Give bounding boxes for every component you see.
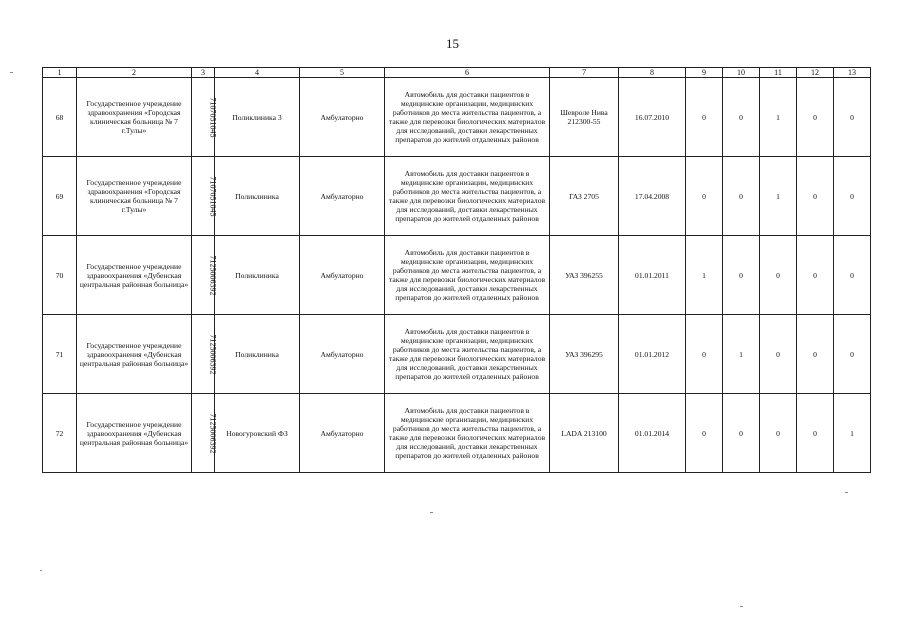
column-header: 4 [215, 68, 300, 78]
count-col-10: 1 [723, 315, 760, 394]
column-header: 2 [77, 68, 192, 78]
row-number: 70 [43, 236, 77, 315]
count-col-10: 0 [723, 78, 760, 157]
scan-speck [430, 512, 433, 513]
organization-name: Государственное учреждение здравоохранения «Городская клиническая больница № 7 г.Тулы» [77, 157, 192, 236]
count-col-11: 1 [760, 78, 797, 157]
vehicle-model: LADA 213100 [550, 394, 619, 473]
column-header: 10 [723, 68, 760, 78]
count-col-11: 1 [760, 157, 797, 236]
vehicle-model: Шевроле Нива 212300-55 [550, 78, 619, 157]
table-row [43, 157, 871, 236]
count-col-13: 0 [834, 157, 871, 236]
vehicle-date: 16.07.2010 [619, 78, 686, 157]
vehicle-purpose: Автомобиль для доставки пациентов в медицинские организации, медицинских работников до места жительства пациентов, а также для перевозки биологических материалов для исследований, доставки лекарственных препаратов до жителей отдаленных районов [385, 236, 550, 315]
care-type: Амбулаторно [300, 315, 385, 394]
row-number: 68 [43, 78, 77, 157]
scan-speck [40, 570, 42, 571]
inn-value: 7125006392 [208, 413, 218, 453]
row-number: 69 [43, 157, 77, 236]
inn-cell [192, 315, 218, 394]
count-col-9: 0 [686, 315, 723, 394]
inn-value: 7107051045 [208, 176, 218, 216]
organization-name: Государственное учреждение здравоохранения «Дубенская центральная районная больница» [77, 236, 192, 315]
vehicle-date: 01.01.2011 [619, 236, 686, 315]
count-col-10: 0 [723, 157, 760, 236]
count-col-9: 1 [686, 236, 723, 315]
table-row [43, 236, 871, 315]
scan-speck [740, 606, 743, 607]
vehicle-table [42, 67, 871, 473]
vehicle-purpose: Автомобиль для доставки пациентов в медицинские организации, медицинских работников до места жительства пациентов, а также для перевозки биологических материалов для исследований, доставки лекарственных препаратов до жителей отдаленных районов [385, 157, 550, 236]
vehicle-purpose: Автомобиль для доставки пациентов в медицинские организации, медицинских работников до места жительства пациентов, а также для перевозки биологических материалов для исследований, доставки лекарственных препаратов до жителей отдаленных районов [385, 78, 550, 157]
vehicle-date: 01.01.2012 [619, 315, 686, 394]
organization-name: Государственное учреждение здравоохранения «Дубенская центральная районная больница» [77, 394, 192, 473]
vehicle-model: УАЗ 396255 [550, 236, 619, 315]
count-col-12: 0 [797, 315, 834, 394]
row-number: 71 [43, 315, 77, 394]
column-header: 11 [760, 68, 797, 78]
inn-value: 7107051045 [208, 97, 218, 137]
vehicle-purpose: Автомобиль для доставки пациентов в медицинские организации, медицинских работников до места жительства пациентов, а также для перевозки биологических материалов для исследований, доставки лекарственных препаратов до жителей отдаленных районов [385, 315, 550, 394]
count-col-11: 0 [760, 236, 797, 315]
count-col-12: 0 [797, 78, 834, 157]
care-type: Амбулаторно [300, 78, 385, 157]
count-col-9: 0 [686, 78, 723, 157]
unit-name: Поликлиника 3 [215, 78, 300, 157]
count-col-9: 0 [686, 157, 723, 236]
column-header: 1 [43, 68, 77, 78]
scan-speck [10, 72, 13, 73]
vehicle-model: ГАЗ 2705 [550, 157, 619, 236]
unit-name: Новогуровский ФЗ [215, 394, 300, 473]
vehicle-purpose: Автомобиль для доставки пациентов в медицинские организации, медицинских работников до места жительства пациентов, а также для перевозки биологических материалов для исследований, доставки лекарственных препаратов до жителей отдаленных районов [385, 394, 550, 473]
count-col-12: 0 [797, 394, 834, 473]
column-header: 7 [550, 68, 619, 78]
count-col-13: 0 [834, 236, 871, 315]
count-col-10: 0 [723, 394, 760, 473]
inn-value: 7125006392 [208, 255, 218, 295]
vehicle-model: УАЗ 396295 [550, 315, 619, 394]
care-type: Амбулаторно [300, 394, 385, 473]
count-col-10: 0 [723, 236, 760, 315]
column-header: 3 [192, 68, 215, 78]
inn-cell [192, 157, 218, 236]
column-header: 13 [834, 68, 871, 78]
count-col-13: 0 [834, 78, 871, 157]
count-col-12: 0 [797, 236, 834, 315]
organization-name: Государственное учреждение здравоохранения «Городская клиническая больница № 7 г.Тулы» [77, 78, 192, 157]
table-row [43, 315, 871, 394]
count-col-13: 1 [834, 394, 871, 473]
count-col-11: 0 [760, 315, 797, 394]
care-type: Амбулаторно [300, 236, 385, 315]
unit-name: Поликлиника [215, 157, 300, 236]
inn-value: 7125006392 [208, 334, 218, 374]
count-col-13: 0 [834, 315, 871, 394]
organization-name: Государственное учреждение здравоохранения «Дубенская центральная районная больница» [77, 315, 192, 394]
vehicle-date: 01.01.2014 [619, 394, 686, 473]
inn-cell [192, 394, 218, 473]
scan-speck [845, 492, 848, 493]
column-header: 8 [619, 68, 686, 78]
table-row [43, 394, 871, 473]
column-header: 12 [797, 68, 834, 78]
count-col-11: 0 [760, 394, 797, 473]
column-header: 5 [300, 68, 385, 78]
vehicle-date: 17.04.2008 [619, 157, 686, 236]
page-number: 15 [446, 36, 459, 51]
unit-name: Поликлиника [215, 236, 300, 315]
inn-cell [192, 236, 218, 315]
column-header: 6 [385, 68, 550, 78]
unit-name: Поликлиника [215, 315, 300, 394]
table-row [43, 78, 871, 157]
column-header: 9 [686, 68, 723, 78]
count-col-12: 0 [797, 157, 834, 236]
column-header-row [43, 68, 871, 78]
row-number: 72 [43, 394, 77, 473]
care-type: Амбулаторно [300, 157, 385, 236]
count-col-9: 0 [686, 394, 723, 473]
inn-cell [192, 78, 218, 157]
